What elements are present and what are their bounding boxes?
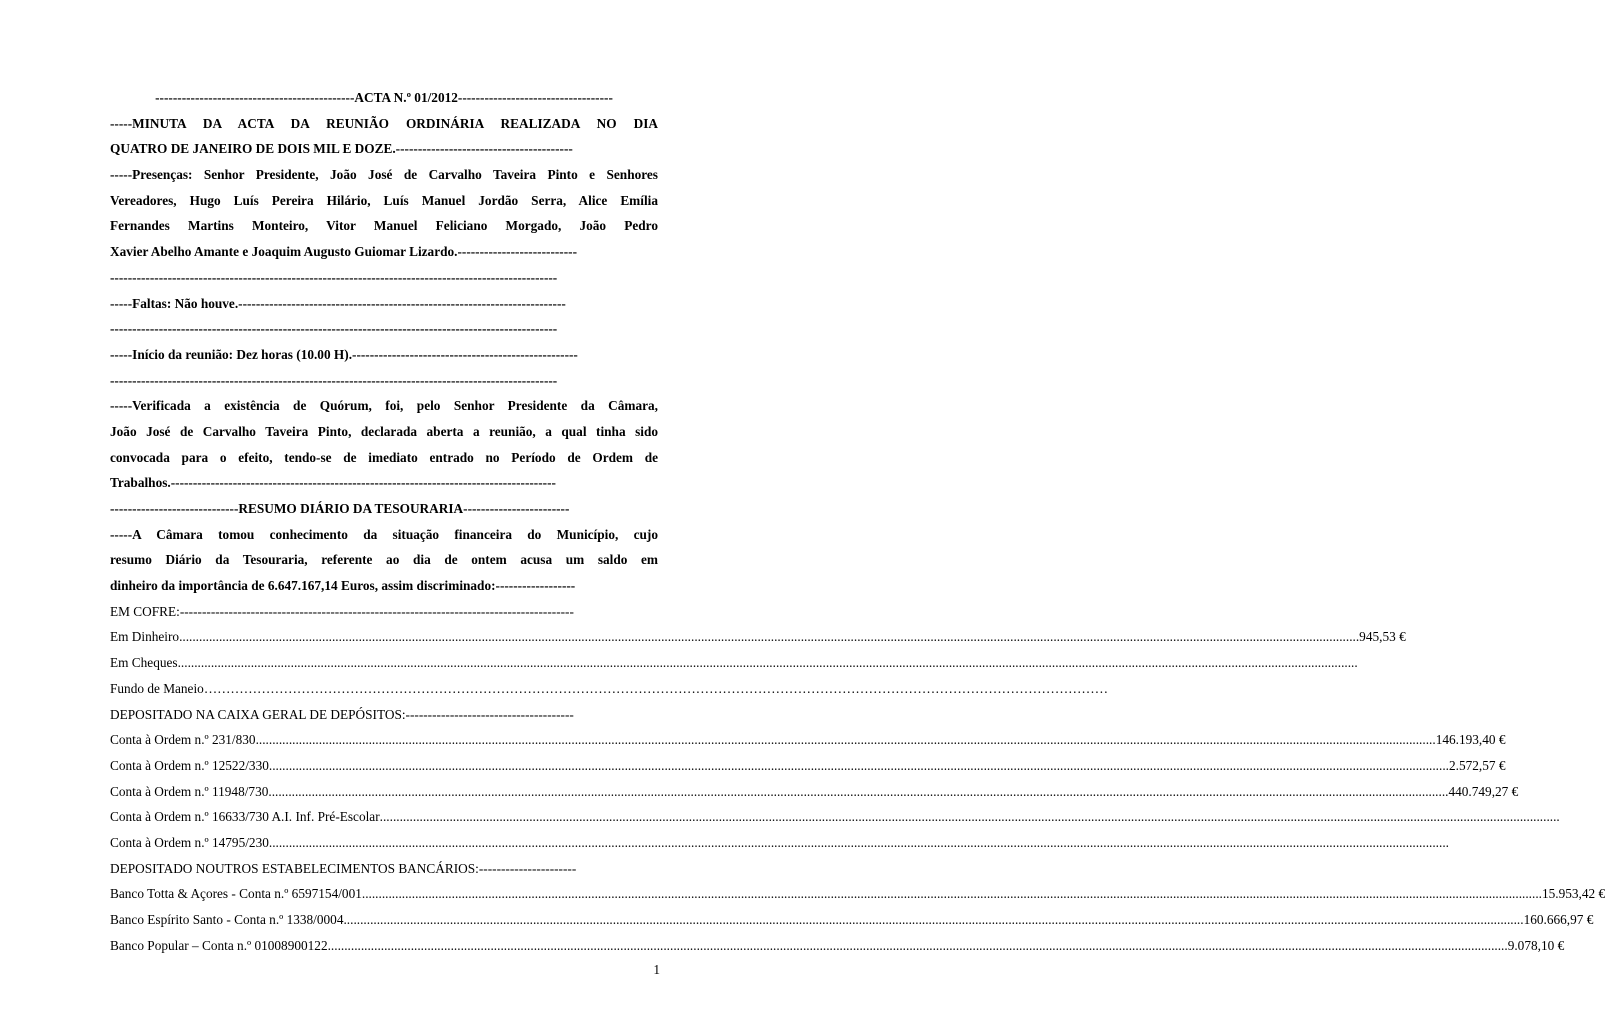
dot-leader: ................................................................................................................................................................................................................................................................................................................................................................... xyxy=(361,886,1542,902)
presencas-line: Fernandes Martins Monteiro, Vitor Manuel Feliciano Morgado, João Pedro xyxy=(110,218,658,234)
bank-row xyxy=(110,907,1594,933)
dot-leader: ................................................................................................................................................................................................................................................................................................................................................................... xyxy=(255,732,1436,748)
resumo-title: -----------------------------RESUMO DIÁRIO DA TESOURARIA------------------------ xyxy=(110,501,570,516)
bank-account-balance: 160.666,97 € xyxy=(1523,912,1594,927)
account-label: Conta à Ordem n.º 16633/730 A.I. Inf. Pré-Escolar xyxy=(110,809,380,825)
account-label: Conta à Ordem n.º 14795/230 xyxy=(110,834,269,850)
dot-leader: ................................................................................................................................................................................................................................................................................................................................................................... xyxy=(268,783,1449,799)
account-row xyxy=(110,727,1506,753)
em-cofre-heading: EM COFRE:----------------------------------------------------------------------------------------- xyxy=(110,603,574,619)
account-label: Conta à Ordem n.º 11948/730 xyxy=(110,783,269,799)
bank-account-label: Banco Popular – Conta n.º 01008900122 xyxy=(110,937,328,953)
cgd-heading: DEPOSITADO NA CAIXA GERAL DE DEPÓSITOS:-------------------------------------- xyxy=(110,706,574,722)
bank-account-label: Banco Totta & Açores - Conta n.º 6597154/001 xyxy=(110,886,362,902)
verificada-line: convocada para o efeito, tendo-se de imediato entrado no Período de Ordem de xyxy=(110,449,658,465)
verificada-line: Trabalhos.--------------------------------------------------------------------------------------- xyxy=(110,475,556,491)
presencas-line: Vereadores, Hugo Luís Pereira Hilário, Luís Manuel Jordão Serra, Alice Emília xyxy=(110,192,658,208)
cofre-row xyxy=(110,624,1406,650)
account-balance: 2.572,57 € xyxy=(1448,757,1506,773)
minuta-heading-line-1: -----MINUTA DA ACTA DA REUNIÃO ORDINÁRIA REALIZADA NO DIA xyxy=(110,115,658,131)
account-balance: 146.193,40 € xyxy=(1435,732,1506,748)
outros-heading: DEPOSITADO NOUTROS ESTABELECIMENTOS BANCÁRIOS:---------------------- xyxy=(110,860,577,876)
dot-leader: ................................................................................................................................................................................................................................................................................................................................................................... xyxy=(327,937,1508,953)
bank-row xyxy=(110,881,1605,907)
resumo-text-line: resumo Diário da Tesouraria, referente ao dia de ontem acusa um saldo em xyxy=(110,552,658,568)
separator-line: ----------------------------------------------------------------------------------------------------- xyxy=(110,321,558,337)
bank-account-balance: 9.078,10 € xyxy=(1507,937,1565,953)
account-row xyxy=(110,753,1506,779)
presencas-line: -----Presenças: Senhor Presidente, João José de Carvalho Taveira Pinto e Senhores xyxy=(110,167,658,183)
acta-title: ---------------------------------------------ACTA N.º 01/2012----------------------------------- xyxy=(155,90,613,105)
cofre-value: 945,53 € xyxy=(1359,629,1406,645)
bank-account-label: Banco Espírito Santo - Conta n.º 1338/0004 xyxy=(110,912,344,927)
dot-leader: ................................................................................................................................................................................................................................................................................................................................................................... xyxy=(179,629,1360,645)
separator-line: ----------------------------------------------------------------------------------------------------- xyxy=(110,269,558,285)
inicio-line: -----Início da reunião: Dez horas (10.00 H).--------------------------------------------------- xyxy=(110,346,578,362)
dot-leader: ................................................................................................................................................................................................................................................................................................................................................................... xyxy=(268,834,1449,850)
separator-line: ----------------------------------------------------------------------------------------------------- xyxy=(110,372,558,388)
account-row xyxy=(110,804,1560,830)
bank-row xyxy=(110,933,1565,959)
account-row xyxy=(110,779,1519,805)
dot-leader: …………………………………………………………………………………………………………………………………………………………………………………… xyxy=(203,680,1108,696)
dot-leader: ................................................................................................................................................................................................................................................................................................................................................................... xyxy=(343,912,1524,927)
minutes-body xyxy=(110,85,1605,958)
verificada-line: João José de Carvalho Taveira Pinto, declarada aberta a reunião, a qual tinha sido xyxy=(110,423,658,439)
verificada-line: -----Verificada a existência de Quórum, foi, pelo Senhor Presidente da Câmara, xyxy=(110,398,658,414)
account-row xyxy=(110,830,1449,856)
resumo-text-line: -----A Câmara tomou conhecimento da situação financeira do Município, cujo xyxy=(110,526,658,542)
fundo-maneio-label: Fundo de Maneio xyxy=(110,680,204,696)
fundo-maneio-row xyxy=(110,676,1108,702)
account-balance: 440.749,27 € xyxy=(1448,783,1519,799)
faltas-line: -----Faltas: Não houve.-------------------------------------------------------------------------- xyxy=(110,295,566,311)
dot-leader: ................................................................................................................................................................................................................................................................................................................................................................... xyxy=(177,655,1358,671)
cofre-label: Em Dinheiro xyxy=(110,629,180,645)
bank-account-balance: 15.953,42 € xyxy=(1541,886,1605,902)
presencas-line: Xavier Abelho Amante e Joaquim Augusto Guiomar Lizardo.--------------------------- xyxy=(110,244,578,260)
dot-leader: ................................................................................................................................................................................................................................................................................................................................................................... xyxy=(268,757,1449,773)
account-label: Conta à Ordem n.º 12522/330 xyxy=(110,757,269,773)
resumo-text-line: dinheiro da importância de 6.647.167,14 Euros, assim discriminado:------------------ xyxy=(110,578,576,594)
page-number: 1 xyxy=(653,962,660,977)
account-label: Conta à Ordem n.º 231/830 xyxy=(110,732,256,748)
dot-leader: ................................................................................................................................................................................................................................................................................................................................................................... xyxy=(379,809,1560,825)
minuta-heading-line-2: QUATRO DE JANEIRO DE DOIS MIL E DOZE.---------------------------------------- xyxy=(110,141,573,157)
cofre-row xyxy=(110,650,1358,676)
cofre-label: Em Cheques xyxy=(110,655,178,671)
